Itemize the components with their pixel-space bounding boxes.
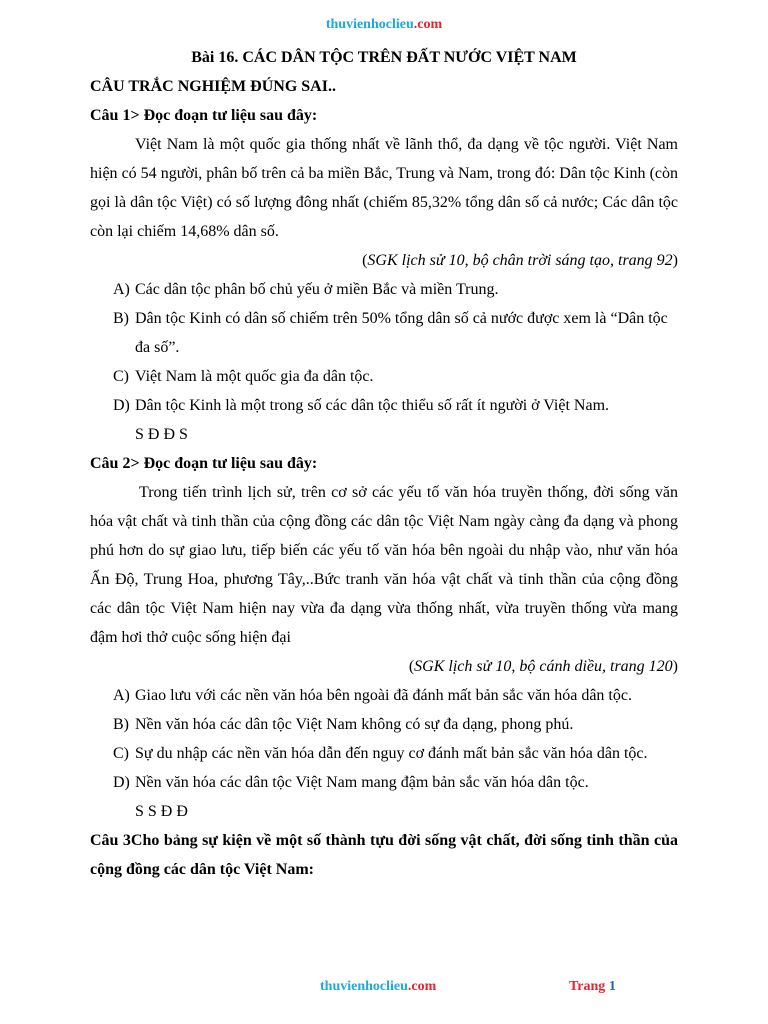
option-label: D)	[113, 774, 130, 791]
option-text: Các dân tộc phân bố chủ yếu ở miền Bắc và miền Trung.	[135, 281, 499, 298]
option-label: B)	[113, 310, 129, 327]
page-indicator	[569, 979, 616, 995]
question-3-heading: Câu 3Cho bảng sự kiện về một số thành tựu đời sống vật chất, đời sống tinh thần của cộng đồng các dân tộc Việt Nam:	[90, 832, 678, 878]
footer-brand	[320, 979, 436, 995]
option-text: Dân tộc Kinh là một trong số các dân tộc thiểu số rất ít người ở Việt Nam.	[135, 397, 610, 414]
option-label: A)	[113, 687, 130, 704]
question-1-option-c	[90, 362, 678, 391]
header-brand-name: thuvienhoclieu	[325, 17, 414, 32]
source-open-paren: (	[408, 658, 415, 675]
source-close-paren: )	[672, 658, 678, 675]
lesson-title: Bài 16. CÁC DÂN TỘC TRÊN ĐẤT NƯỚC VIỆT NAM	[191, 49, 577, 66]
option-label: C)	[113, 368, 129, 385]
question-1-passage: Việt Nam là một quốc gia thống nhất về lãnh thổ, đa dạng về tộc người. Việt Nam hiện có 54 người, phân bố trên cả ba miền Bắc, Trung và Nam, trong đó: Dân tộc Kinh (còn gọi là dân tộc Việt) có số lượng đông nhất (chiếm 85,32% tổng dân số cả nước; Các dân tộc còn lại chiếm 14,68% dân số.	[90, 136, 678, 240]
option-label: B)	[113, 716, 129, 733]
question-1-option-a	[90, 275, 678, 304]
question-2-heading: Câu 2> Đọc đoạn tư liệu sau đây:	[90, 455, 318, 472]
question-2-passage: Trong tiến trình lịch sử, trên cơ sở các yếu tố văn hóa truyền thống, đời sống văn hóa vật chất và tinh thần của cộng đồng các dân tộc Việt Nam ngày càng đa dạng và phong phú hơn do sự giao lưu, tiếp biến các yếu tố văn hóa bên ngoài du nhập vào, như văn hóa Ấn Độ, Trung Hoa, phương Tây,..Bức tranh văn hóa vật chất và tinh thần của cộng đồng các dân tộc Việt Nam hiện nay vừa đa dạng vừa thống nhất, vừa truyền thống vừa mang đậm hơi thở cuộc sống hiện đại	[90, 484, 678, 646]
option-text: Nền văn hóa các dân tộc Việt Nam không có sự đa dạng, phong phú.	[135, 716, 574, 733]
source-citation: SGK lịch sử 10, bộ cánh diều, trang 120	[414, 658, 673, 675]
question-2-answer: S S Đ Đ	[135, 803, 188, 820]
source-open-paren: (	[362, 252, 368, 269]
option-text: Việt Nam là một quốc gia đa dân tộc.	[135, 368, 374, 385]
option-text: Dân tộc Kinh có dân số chiếm trên 50% tổng dân số cả nước được xem là “Dân tộc đa số”.	[135, 310, 668, 356]
option-text: Nền văn hóa các dân tộc Việt Nam mang đậm bản sắc văn hóa dân tộc.	[135, 774, 589, 791]
question-2-source	[90, 652, 678, 681]
source-close-paren: )	[672, 252, 678, 269]
header-brand-domain: .com	[413, 17, 443, 32]
site-header	[0, 17, 768, 33]
question-2-option-c	[90, 739, 678, 768]
question-1-answer: S Đ Đ S	[135, 426, 188, 443]
footer-brand-name: thuvienhoclieu	[320, 979, 408, 994]
question-2-option-b	[90, 710, 678, 739]
source-citation: SGK lịch sử 10, bộ chân trời sáng tạo, trang 92	[367, 252, 673, 269]
option-label: C)	[113, 745, 129, 762]
question-1-option-b	[90, 304, 678, 362]
question-2-option-d	[90, 768, 678, 797]
option-label: D)	[113, 397, 130, 414]
footer-brand-domain: .com	[407, 979, 437, 994]
section-heading: CÂU TRẮC NGHIỆM ĐÚNG SAI..	[90, 78, 336, 95]
page-number: 1	[608, 979, 616, 994]
document-body	[90, 43, 678, 884]
question-2-option-a	[90, 681, 678, 710]
question-1-heading: Câu 1> Đọc đoạn tư liệu sau đây:	[90, 107, 318, 124]
option-text: Sự du nhập các nền văn hóa dẫn đến nguy cơ đánh mất bản sắc văn hóa dân tộc.	[135, 745, 648, 762]
option-text: Giao lưu với các nền văn hóa bên ngoài đã đánh mất bản sắc văn hóa dân tộc.	[135, 687, 632, 704]
page-label: Trang	[569, 979, 606, 994]
option-label: A)	[113, 281, 130, 298]
question-1-option-d	[90, 391, 678, 420]
page-footer	[0, 979, 768, 999]
question-1-source	[90, 246, 678, 275]
